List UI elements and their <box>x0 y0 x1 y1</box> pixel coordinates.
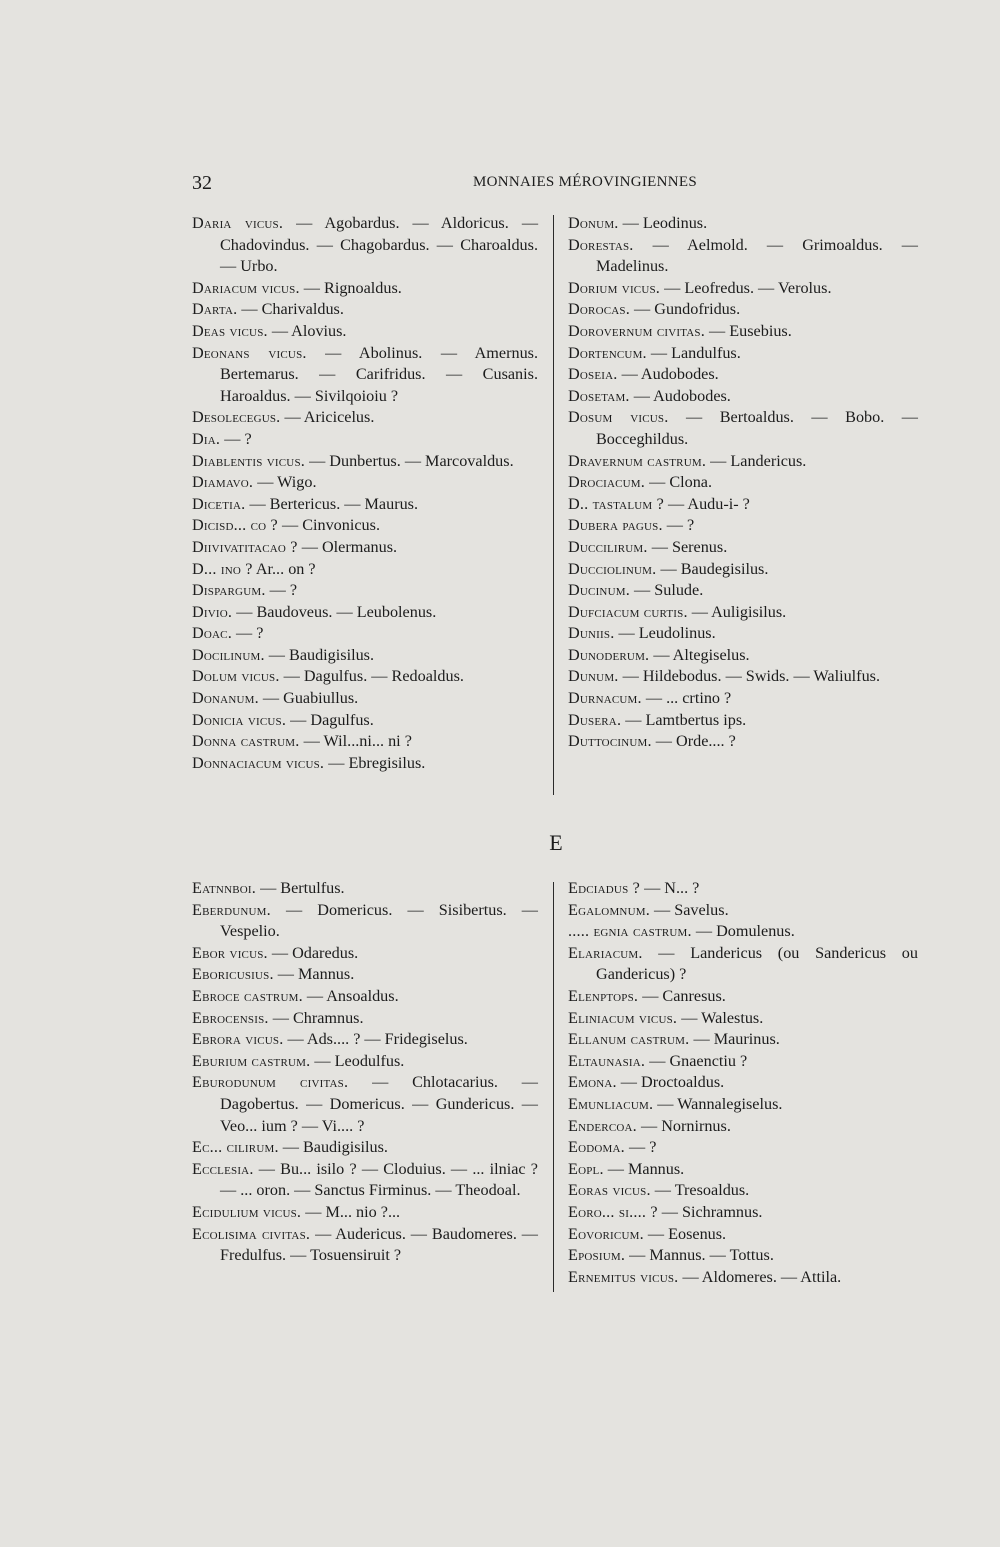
entry-place-name: Donicia vicus. <box>192 710 287 729</box>
entry-moneyers: — Leodulfus. <box>310 1051 405 1070</box>
entry-moneyers: — Droctoaldus. <box>616 1073 725 1092</box>
entry-place-name: Emona. <box>568 1073 617 1092</box>
index-entry <box>568 559 918 581</box>
index-entry <box>568 1159 918 1181</box>
index-entry <box>568 1072 918 1094</box>
index-entry <box>192 900 538 943</box>
index-entry <box>568 407 918 450</box>
index-entry <box>192 213 538 278</box>
entry-moneyers: — Chramnus. <box>268 1008 364 1027</box>
section-d-left-column <box>192 213 538 774</box>
index-entry <box>192 515 538 537</box>
entry-moneyers: — Auligisilus. <box>687 602 787 621</box>
entry-place-name: Dosetam. <box>568 386 630 405</box>
entry-place-name: Dorovernum civitas. <box>568 321 705 340</box>
index-entry <box>192 731 538 753</box>
index-entry <box>568 986 918 1008</box>
index-entry <box>568 645 918 667</box>
entry-place-name: Dubera pagus. <box>568 516 663 535</box>
entry-place-name: Dorium vicus. <box>568 278 661 297</box>
entry-moneyers: — Maurinus. <box>689 1030 780 1049</box>
entry-moneyers: — Leodinus. <box>618 214 708 232</box>
entry-moneyers: Ar... on ? <box>252 559 316 578</box>
entry-place-name: Dunum. <box>568 667 619 686</box>
entry-moneyers: — Bertoaldus. — Bobo. — Bocceghildus. <box>596 408 918 448</box>
index-entry <box>192 602 538 624</box>
section-e-left-column <box>192 878 538 1267</box>
index-entry <box>568 943 918 986</box>
section-d-right-column <box>568 213 918 753</box>
index-entry <box>192 943 538 965</box>
entry-place-name: Ebrora vicus. <box>192 1030 284 1049</box>
entry-place-name: Dunoderum. <box>568 645 650 664</box>
entry-moneyers: — ? <box>662 516 695 535</box>
entry-moneyers: — Mannus. <box>603 1159 685 1178</box>
entry-place-name: Ducciolinum. <box>568 559 657 578</box>
index-entry <box>192 278 538 300</box>
entry-moneyers: — Savelus. <box>649 900 729 919</box>
index-entry <box>568 580 918 602</box>
entry-moneyers: — Ads.... ? — Fridegiselus. <box>283 1030 468 1049</box>
index-entry <box>568 343 918 365</box>
index-entry <box>568 213 918 235</box>
index-entry <box>568 364 918 386</box>
entry-moneyers: — Nornirnus. <box>636 1116 731 1135</box>
entry-place-name: Dortencum. <box>568 343 647 362</box>
entry-place-name: Durnacum. <box>568 689 642 708</box>
entry-moneyers: — Aricicelus. <box>280 408 375 427</box>
entry-moneyers: — Audobodes. <box>617 365 719 384</box>
entry-moneyers: — Bertericus. — Maurus. <box>245 494 419 513</box>
entry-moneyers: — Wannalegiselus. <box>653 1094 783 1113</box>
entry-moneyers: — Wigo. <box>253 473 317 492</box>
entry-place-name: Eopl. <box>568 1159 604 1178</box>
entry-place-name: Donum. <box>568 214 619 232</box>
entry-moneyers: — Audobodes. <box>629 386 731 405</box>
index-entry <box>568 878 918 900</box>
entry-place-name: Diablentis vicus. <box>192 451 306 470</box>
entry-moneyers: — Eusebius. <box>704 321 792 340</box>
entry-moneyers: — Chlotacarius. — Dagobertus. — Domericus. — Gundericus. — Veo... ium ? — Vi.... ? <box>220 1073 538 1135</box>
entry-moneyers: — N... ? <box>640 879 700 897</box>
index-entry <box>568 710 918 732</box>
entry-moneyers: — Ansoaldus. <box>302 986 399 1005</box>
index-entry <box>192 1159 538 1202</box>
entry-place-name: Duccilirum. <box>568 537 648 556</box>
index-entry <box>192 407 538 429</box>
entry-moneyers: — Altegiselus. <box>649 645 750 664</box>
entry-moneyers: — Canresus. <box>638 986 726 1005</box>
entry-place-name: Duttocinum. <box>568 732 652 751</box>
entry-moneyers: — Clona. <box>645 473 713 492</box>
index-entry <box>568 900 918 922</box>
entry-moneyers: — Leofredus. — Verolus. <box>660 278 832 297</box>
page-number: 32 <box>192 172 212 194</box>
entry-moneyers: — Landericus (ou Sandericus ou Gandericus) ? <box>596 943 918 984</box>
index-entry <box>568 1202 918 1224</box>
entry-place-name: Dispargum. <box>192 581 266 600</box>
index-entry <box>192 964 538 986</box>
entry-moneyers: — Landericus. <box>706 451 807 470</box>
entry-moneyers: — ? <box>624 1138 657 1157</box>
index-entry <box>568 235 918 278</box>
entry-moneyers: — Dagulfus. — Redoaldus. <box>279 667 464 686</box>
entry-place-name: Ec... cilirum. <box>192 1138 279 1157</box>
index-entry <box>192 537 538 559</box>
entry-moneyers: — Baudigisilus. <box>278 1138 388 1157</box>
entry-place-name: Ducinum. <box>568 581 630 600</box>
entry-moneyers: — Mannus. <box>273 965 355 984</box>
entry-moneyers: — Dunbertus. — Marcovaldus. <box>305 451 514 470</box>
entry-place-name: Doseia. <box>568 365 618 384</box>
entry-place-name: Dicisd... co ? <box>192 516 278 535</box>
entry-moneyers: — Audu-i- ? <box>664 494 750 513</box>
entry-place-name: Eberdunum. <box>192 900 271 919</box>
entry-moneyers: — Audericus. — Baudomeres. — Fredulfus. — Tosuensiruit ? <box>220 1224 538 1265</box>
entry-place-name: Endercoa. <box>568 1116 637 1135</box>
index-entry <box>568 731 918 753</box>
index-entry <box>568 1116 918 1138</box>
entry-moneyers: — Bu... isilo ? — Cloduius. — ... ilniac ? — ... oron. — Sanctus Firminus. — Theodoal. <box>220 1159 538 1200</box>
index-entry <box>192 1008 538 1030</box>
index-entry <box>192 299 538 321</box>
entry-moneyers: — Guabiullus. <box>258 689 359 708</box>
entry-place-name: Desolecegus. <box>192 408 281 427</box>
index-entry <box>568 623 918 645</box>
entry-moneyers: — Wil...ni... ni ? <box>299 732 412 751</box>
entry-moneyers: — ... crtino ? <box>641 689 732 708</box>
entry-moneyers: — Leudolinus. <box>614 624 716 643</box>
column-divider <box>553 882 554 1292</box>
index-entry <box>568 1029 918 1051</box>
index-entry <box>192 559 538 581</box>
entry-place-name: Deonans vicus. <box>192 343 307 362</box>
index-entry <box>192 1202 538 1224</box>
entry-place-name: Ernemitus vicus. <box>568 1267 679 1286</box>
entry-place-name: Daria vicus. <box>192 214 284 232</box>
entry-moneyers: — Orde.... ? <box>651 732 736 751</box>
entry-place-name: Edciadus ? <box>568 879 641 897</box>
entry-moneyers: — Baudegisilus. <box>656 559 769 578</box>
entry-moneyers: — Serenus. <box>647 537 728 556</box>
index-entry <box>568 515 918 537</box>
entry-moneyers: — Baudigisilus. <box>264 645 375 664</box>
index-entry <box>192 472 538 494</box>
entry-place-name: Elenptops. <box>568 986 639 1005</box>
entry-place-name: Dusera. <box>568 710 622 729</box>
entry-place-name: Dariacum vicus. <box>192 278 300 297</box>
entry-place-name: Eodoma. <box>568 1138 625 1157</box>
entry-place-name: Diivivatitacao ? <box>192 537 298 556</box>
entry-place-name: Drociacum. <box>568 473 646 492</box>
entry-place-name: Ebor vicus. <box>192 943 268 962</box>
entry-place-name: Duniis. <box>568 624 615 643</box>
entry-place-name: Emunliacum. <box>568 1094 654 1113</box>
entry-moneyers: — Cinvonicus. <box>277 516 380 535</box>
entry-place-name: Dosum vicus. <box>568 408 669 427</box>
entry-moneyers: — Aldomeres. — Attila. <box>678 1267 842 1286</box>
entry-moneyers: — Landulfus. <box>646 343 741 362</box>
entry-moneyers: — Olermanus. <box>297 537 398 556</box>
index-entry <box>568 321 918 343</box>
entry-moneyers: — Ebregisilus. <box>324 753 426 772</box>
index-entry <box>192 878 538 900</box>
index-entry <box>568 386 918 408</box>
index-entry <box>192 451 538 473</box>
entry-place-name: Ebroce castrum. <box>192 986 303 1005</box>
entry-place-name: Donna castrum. <box>192 732 300 751</box>
entry-moneyers: — Baudoveus. — Leubolenus. <box>232 602 437 621</box>
entry-place-name: Ecidulium vicus. <box>192 1202 302 1221</box>
entry-place-name: Dolum vicus. <box>192 667 280 686</box>
entry-moneyers: — Odaredus. <box>267 943 359 962</box>
entry-moneyers: — Sichramnus. <box>657 1202 763 1221</box>
index-entry <box>568 666 918 688</box>
entry-place-name: Dorocas. <box>568 300 630 319</box>
entry-moneyers: — Aelmold. — Grimoaldus. — Madelinus. <box>596 235 918 276</box>
entry-place-name: Ellanum castrum. <box>568 1030 690 1049</box>
entry-place-name: Dufciacum curtis. <box>568 602 688 621</box>
entry-moneyers: — Domericus. — Sisibertus. — Vespelio. <box>220 900 538 941</box>
entry-moneyers: — Abolinus. — Amernus. Bertemarus. — Carifridus. — Cusanis. Haroaldus. — Sivilqoioiu ? <box>220 343 539 405</box>
index-entry <box>568 1245 918 1267</box>
entry-place-name: Divio. <box>192 602 233 621</box>
entry-moneyers: — ? <box>231 624 264 643</box>
entry-place-name: Dorestas. <box>568 235 634 254</box>
entry-moneyers: — Gnaenctiu ? <box>645 1051 748 1070</box>
entry-moneyers: — Hildebodus. — Swids. — Waliulfus. <box>618 667 881 686</box>
entry-place-name: Ecclesia. <box>192 1159 254 1178</box>
entry-moneyers: — Charivaldus. <box>237 300 344 319</box>
index-entry <box>568 494 918 516</box>
section-heading-e: E <box>549 830 563 855</box>
entry-place-name: Eatnnboi. <box>192 879 257 897</box>
entry-moneyers: — Domulenus. <box>691 922 795 941</box>
entry-moneyers: — ? <box>265 581 298 600</box>
section-e-right-column <box>568 878 918 1288</box>
entry-place-name: Doac. <box>192 624 232 643</box>
entry-moneyers: — Sulude. <box>629 581 704 600</box>
entry-moneyers: — Tresoaldus. <box>650 1181 750 1200</box>
entry-moneyers: — Dagulfus. <box>286 710 374 729</box>
index-entry <box>568 299 918 321</box>
index-entry <box>192 710 538 732</box>
index-entry <box>192 753 538 775</box>
entry-place-name: Eposium. <box>568 1246 626 1265</box>
index-entry <box>192 580 538 602</box>
entry-place-name: Darta. <box>192 300 238 319</box>
entry-place-name: Ebrocensis. <box>192 1008 269 1027</box>
index-entry <box>568 537 918 559</box>
entry-moneyers: — Eosenus. <box>643 1224 727 1243</box>
entry-place-name: Eliniacum vicus. <box>568 1008 678 1027</box>
running-title: MONNAIES MÉROVINGIENNES <box>473 174 697 190</box>
entry-place-name: Eltaunasia. <box>568 1051 646 1070</box>
entry-place-name: Eovoricum. <box>568 1224 644 1243</box>
entry-place-name: ..... egnia castrum. <box>568 922 692 941</box>
entry-place-name: Eburium castrum. <box>192 1051 311 1070</box>
entry-place-name: D... ino ? <box>192 559 253 578</box>
index-entry <box>192 645 538 667</box>
entry-moneyers: — ? <box>220 429 252 448</box>
entry-place-name: Eburodunum civitas. <box>192 1073 349 1092</box>
index-entry <box>192 1051 538 1073</box>
entry-moneyers: — Mannus. — Tottus. <box>625 1246 774 1265</box>
index-entry <box>192 494 538 516</box>
entry-moneyers: — Lamtbertus ips. <box>621 710 747 729</box>
entry-place-name: Deas vicus. <box>192 321 268 340</box>
entry-place-name: Dicetia. <box>192 494 246 513</box>
index-entry <box>568 602 918 624</box>
entry-place-name: Diamavo. <box>192 473 254 492</box>
index-entry <box>568 1137 918 1159</box>
entry-place-name: Donnaciacum vicus. <box>192 753 325 772</box>
index-entry <box>568 1094 918 1116</box>
entry-place-name: Elariacum. <box>568 943 643 962</box>
index-entry <box>192 1137 538 1159</box>
entry-moneyers: — Gundofridus. <box>629 300 741 319</box>
index-entry <box>192 429 538 451</box>
entry-place-name: Eoro... si.... ? <box>568 1202 658 1221</box>
entry-place-name: Docilinum. <box>192 645 265 664</box>
index-entry <box>568 921 918 943</box>
index-entry <box>568 472 918 494</box>
entry-place-name: Dia. <box>192 429 221 448</box>
entry-place-name: Ecolisima civitas. <box>192 1224 311 1243</box>
page-header <box>192 172 918 196</box>
entry-moneyers: — M... nio ?... <box>301 1202 401 1221</box>
index-entry <box>568 1180 918 1202</box>
index-entry <box>192 343 538 408</box>
entry-place-name: Egalomnum. <box>568 900 650 919</box>
index-entry <box>568 451 918 473</box>
index-entry <box>568 1224 918 1246</box>
column-divider <box>553 215 554 795</box>
entry-moneyers: — Bertulfus. <box>256 879 345 897</box>
entry-place-name: Eboricusius. <box>192 965 274 984</box>
entry-moneyers: — Agobardus. — Aldoricus. — Chadovindus. — Chagobardus. — Charoaldus. — Urbo. <box>220 214 539 276</box>
index-entry <box>568 1008 918 1030</box>
entry-moneyers: — Rignoaldus. <box>299 278 402 297</box>
index-entry <box>192 688 538 710</box>
entry-place-name: Dravernum castrum. <box>568 451 707 470</box>
entry-moneyers: — Walestus. <box>677 1008 764 1027</box>
index-entry <box>192 623 538 645</box>
index-entry <box>192 1224 538 1267</box>
index-entry <box>192 1029 538 1051</box>
entry-place-name: D.. tastalum ? <box>568 494 664 513</box>
index-entry <box>192 1072 538 1137</box>
entry-place-name: Eoras vicus. <box>568 1181 651 1200</box>
index-entry <box>192 321 538 343</box>
entry-moneyers: — Alovius. <box>267 321 347 340</box>
index-entry <box>568 688 918 710</box>
index-entry <box>568 1051 918 1073</box>
index-entry <box>568 278 918 300</box>
index-entry <box>192 986 538 1008</box>
index-entry <box>568 1267 918 1289</box>
entry-place-name: Donanum. <box>192 689 259 708</box>
index-entry <box>192 666 538 688</box>
